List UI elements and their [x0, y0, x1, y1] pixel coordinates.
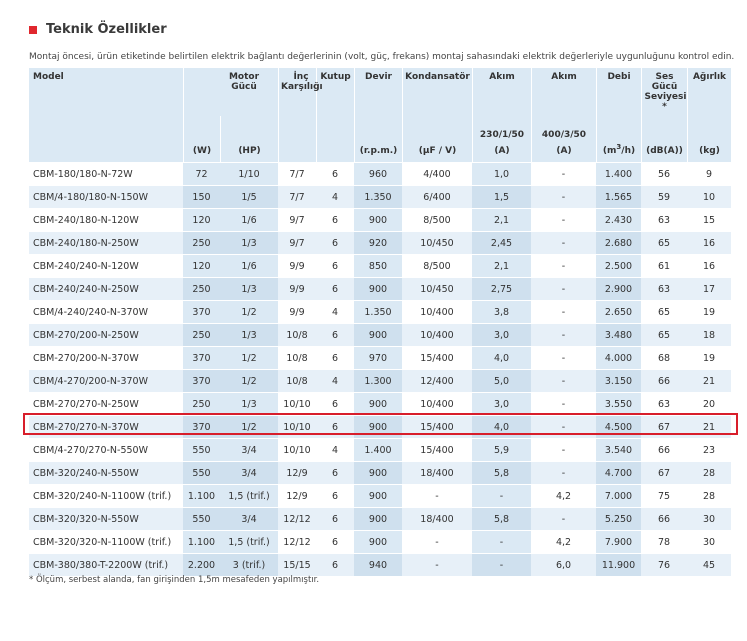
table-cell: 1/10 — [220, 162, 278, 185]
table-cell: 1,5 — [472, 185, 531, 208]
table-cell: 6 — [316, 530, 354, 553]
table-cell: 1,5 (trif.) — [220, 484, 278, 507]
col-akim-230: Akım — [472, 68, 531, 116]
table-row — [29, 461, 731, 484]
table-cell: 1.400 — [596, 162, 641, 185]
col-agirlik: Ağırlık — [687, 68, 731, 116]
table-cell: 6 — [316, 507, 354, 530]
footnote: * Ölçüm, serbest alanda, fan girişinden 1,5m mesafeden yapılmıştır. — [29, 575, 320, 585]
table-cell: 250 — [183, 277, 220, 300]
table-cell: 4.500 — [596, 415, 641, 438]
table-cell: 23 — [687, 438, 731, 461]
table-cell: 4.700 — [596, 461, 641, 484]
table-cell: 5,9 — [472, 438, 531, 461]
table-cell: 4,0 — [472, 415, 531, 438]
table-cell: 900 — [354, 484, 402, 507]
table-cell: 18/400 — [402, 461, 472, 484]
table-cell: 6 — [316, 208, 354, 231]
unit-w: (W) — [183, 116, 220, 162]
table-cell: 11.900 — [596, 553, 641, 576]
unit-akim-400: 400/3/50 (A) — [531, 116, 596, 162]
table-cell: 850 — [354, 254, 402, 277]
table-cell: 65 — [641, 300, 687, 323]
table-cell: 3.540 — [596, 438, 641, 461]
unit-debi: $(m^3/h)$ — [596, 116, 641, 162]
table-row — [29, 553, 731, 576]
table-cell: 2.900 — [596, 277, 641, 300]
table-cell: 370 — [183, 369, 220, 392]
table-cell: 18 — [687, 323, 731, 346]
table-cell: 10/400 — [402, 323, 472, 346]
unit-hp: (HP) — [220, 116, 278, 162]
table-cell: 2.200 — [183, 553, 220, 576]
table-cell: 6 — [316, 162, 354, 185]
table-cell: 550 — [183, 507, 220, 530]
table-cell: 65 — [641, 231, 687, 254]
table-cell: 1.350 — [354, 300, 402, 323]
table-cell: 19 — [687, 346, 731, 369]
table-cell: 370 — [183, 415, 220, 438]
table-cell: 1.400 — [354, 438, 402, 461]
table-cell: 4 — [316, 300, 354, 323]
table-cell: 250 — [183, 323, 220, 346]
table-cell: 4/400 — [402, 162, 472, 185]
table-cell: 10/10 — [278, 392, 316, 415]
table-cell: 1.100 — [183, 530, 220, 553]
table-row — [29, 231, 731, 254]
table-cell: 9/7 — [278, 231, 316, 254]
bullet-square-icon — [29, 26, 37, 34]
table-cell: - — [472, 553, 531, 576]
table-cell: 960 — [354, 162, 402, 185]
table-cell: 19 — [687, 300, 731, 323]
col-ses: Ses Gücü Seviyesi * — [641, 68, 687, 116]
model-cell: CBM-320/240-N-550W — [29, 461, 183, 484]
table-cell: 3/4 — [220, 438, 278, 461]
col-kutup: Kutup — [316, 68, 354, 116]
model-cell: CBM-240/180-N-120W — [29, 208, 183, 231]
table-cell: 2.430 — [596, 208, 641, 231]
table-cell: 4,2 — [531, 484, 596, 507]
table-cell: 68 — [641, 346, 687, 369]
table-cell: 3.480 — [596, 323, 641, 346]
unit-akim-230: 230/1/50 (A) — [472, 116, 531, 162]
table-cell: 6 — [316, 392, 354, 415]
table-cell: 20 — [687, 392, 731, 415]
table-cell: 900 — [354, 277, 402, 300]
table-cell: - — [531, 392, 596, 415]
table-cell: 970 — [354, 346, 402, 369]
table-cell: 67 — [641, 415, 687, 438]
table-cell: 30 — [687, 507, 731, 530]
table-cell: 15/400 — [402, 438, 472, 461]
table-cell: 66 — [641, 438, 687, 461]
table-cell: 6 — [316, 323, 354, 346]
table-cell: 6 — [316, 415, 354, 438]
table-cell: 900 — [354, 392, 402, 415]
table-cell: 10/10 — [278, 415, 316, 438]
table-cell: 900 — [354, 461, 402, 484]
table-cell: 10 — [687, 185, 731, 208]
table-cell: 66 — [641, 369, 687, 392]
model-cell: CBM-240/240-N-120W — [29, 254, 183, 277]
table-cell: 7/7 — [278, 162, 316, 185]
table-cell: 1/2 — [220, 415, 278, 438]
table-cell: 550 — [183, 438, 220, 461]
table-cell: 1/6 — [220, 208, 278, 231]
table-row — [29, 484, 731, 507]
table-cell: 15 — [687, 208, 731, 231]
table-cell: 61 — [641, 254, 687, 277]
table-cell: 2.680 — [596, 231, 641, 254]
table-cell: 5,8 — [472, 461, 531, 484]
table-cell: 8/500 — [402, 254, 472, 277]
table-cell: - — [531, 346, 596, 369]
unit-rpm: (r.p.m.) — [354, 116, 402, 162]
table-cell: 15/400 — [402, 415, 472, 438]
table-cell: 16 — [687, 231, 731, 254]
table-cell: 6 — [316, 277, 354, 300]
model-cell: CBM-270/200-N-250W — [29, 323, 183, 346]
table-cell: 250 — [183, 231, 220, 254]
table-cell: 4,2 — [531, 530, 596, 553]
model-cell: CBM/4-270/200-N-370W — [29, 369, 183, 392]
table-cell: 7.000 — [596, 484, 641, 507]
table-cell: 6 — [316, 484, 354, 507]
table-cell: 1/2 — [220, 346, 278, 369]
table-cell: 550 — [183, 461, 220, 484]
table-row — [29, 300, 731, 323]
table-cell: 3,0 — [472, 392, 531, 415]
unit-uf: (µF / V) — [402, 116, 472, 162]
table-cell: 6 — [316, 553, 354, 576]
col-kondansator: Kondansatör — [402, 68, 472, 116]
table-cell: - — [531, 208, 596, 231]
table-row — [29, 415, 731, 438]
col-model: Model — [29, 68, 183, 116]
table-cell: 900 — [354, 507, 402, 530]
table-cell: 12/12 — [278, 530, 316, 553]
col-devir: Devir — [354, 68, 402, 116]
table-cell: 1/2 — [220, 300, 278, 323]
table-cell: 10/8 — [278, 323, 316, 346]
spec-table — [29, 68, 731, 576]
table-row — [29, 323, 731, 346]
table-cell: 9/7 — [278, 208, 316, 231]
table-cell: 65 — [641, 323, 687, 346]
table-cell: 1.350 — [354, 185, 402, 208]
table-cell: 10/400 — [402, 300, 472, 323]
table-cell: 1,0 — [472, 162, 531, 185]
table-cell: 900 — [354, 323, 402, 346]
table-cell: - — [531, 300, 596, 323]
table-cell: 8/500 — [402, 208, 472, 231]
table-cell: 4,0 — [472, 346, 531, 369]
table-cell: 10/10 — [278, 438, 316, 461]
section-title: Teknik Özellikler — [46, 22, 167, 37]
table-row — [29, 185, 731, 208]
table-cell: 75 — [641, 484, 687, 507]
table-cell: 45 — [687, 553, 731, 576]
table-cell: 12/9 — [278, 484, 316, 507]
table-cell: 120 — [183, 254, 220, 277]
model-cell: CBM/4-240/240-N-370W — [29, 300, 183, 323]
table-cell: 5,0 — [472, 369, 531, 392]
table-cell: 1/3 — [220, 323, 278, 346]
col-akim-400: Akım — [531, 68, 596, 116]
table-row — [29, 162, 731, 185]
table-cell: 940 — [354, 553, 402, 576]
table-cell: 59 — [641, 185, 687, 208]
table-cell: 12/12 — [278, 507, 316, 530]
table-cell: - — [531, 231, 596, 254]
table-cell: 2,1 — [472, 208, 531, 231]
table-cell: 30 — [687, 530, 731, 553]
table-cell: 72 — [183, 162, 220, 185]
table-cell: 18/400 — [402, 507, 472, 530]
table-cell: 28 — [687, 461, 731, 484]
table-cell: 1/3 — [220, 277, 278, 300]
model-cell: CBM-180/180-N-72W — [29, 162, 183, 185]
table-cell: - — [531, 185, 596, 208]
model-cell: CBM-240/180-N-250W — [29, 231, 183, 254]
table-cell: 3/4 — [220, 461, 278, 484]
table-cell: - — [531, 254, 596, 277]
table-cell: 370 — [183, 300, 220, 323]
model-cell: CBM/4-180/180-N-150W — [29, 185, 183, 208]
table-cell: 63 — [641, 277, 687, 300]
table-cell: 6 — [316, 346, 354, 369]
table-cell: 2,75 — [472, 277, 531, 300]
table-cell: 9/9 — [278, 254, 316, 277]
table-cell: 10/450 — [402, 277, 472, 300]
table-cell: - — [531, 323, 596, 346]
table-cell: 3,0 — [472, 323, 531, 346]
table-cell: 1,5 (trif.) — [220, 530, 278, 553]
model-cell: CBM-240/240-N-250W — [29, 277, 183, 300]
table-cell: 3,8 — [472, 300, 531, 323]
table-cell: 120 — [183, 208, 220, 231]
section-header — [29, 22, 167, 37]
table-cell: 10/8 — [278, 369, 316, 392]
section-subtitle: Montaj öncesi, ürün etiketinde belirtilen elektrik bağlantı değerlerinin (volt, güç, frekans) montaj sahasındaki elektrik değerleriyle uygunluğunu kontrol edin. — [29, 52, 735, 62]
table-cell: 10/450 — [402, 231, 472, 254]
table-cell: - — [531, 162, 596, 185]
table-cell: 1/6 — [220, 254, 278, 277]
table-cell: 3.550 — [596, 392, 641, 415]
table-cell: 67 — [641, 461, 687, 484]
table-cell: 63 — [641, 392, 687, 415]
table-cell: 4 — [316, 185, 354, 208]
model-cell: CBM/4-270/270-N-550W — [29, 438, 183, 461]
model-cell: CBM-270/200-N-370W — [29, 346, 183, 369]
table-cell: 3 (trif.) — [220, 553, 278, 576]
table-cell: 1.100 — [183, 484, 220, 507]
table-cell: 21 — [687, 369, 731, 392]
table-cell: - — [531, 461, 596, 484]
table-cell: - — [472, 530, 531, 553]
table-row — [29, 254, 731, 277]
table-cell: 63 — [641, 208, 687, 231]
table-cell: 4 — [316, 369, 354, 392]
table-cell: 1.565 — [596, 185, 641, 208]
table-cell: 920 — [354, 231, 402, 254]
unit-row — [29, 116, 731, 162]
col-inc: İnç Karşılığı — [278, 68, 316, 116]
unit-dba: (dB(A)) — [641, 116, 687, 162]
table-cell: 3.150 — [596, 369, 641, 392]
table-row — [29, 438, 731, 461]
table-cell: 1.300 — [354, 369, 402, 392]
table-row — [29, 346, 731, 369]
table-cell: 17 — [687, 277, 731, 300]
table-cell: 15/400 — [402, 346, 472, 369]
header-row — [29, 68, 731, 116]
table-cell: 16 — [687, 254, 731, 277]
table-cell: 6 — [316, 461, 354, 484]
table-cell: 21 — [687, 415, 731, 438]
table-cell: - — [402, 484, 472, 507]
model-cell: CBM-320/240-N-1100W (trif.) — [29, 484, 183, 507]
table-cell: 1/2 — [220, 369, 278, 392]
table-cell: - — [402, 530, 472, 553]
table-cell: 2,1 — [472, 254, 531, 277]
table-row — [29, 392, 731, 415]
table-row — [29, 369, 731, 392]
table-cell: 1/3 — [220, 392, 278, 415]
table-cell: - — [531, 415, 596, 438]
table-cell: 10/8 — [278, 346, 316, 369]
table-cell: 6,0 — [531, 553, 596, 576]
table-cell: 6 — [316, 254, 354, 277]
table-cell: 6 — [316, 231, 354, 254]
table-cell: 76 — [641, 553, 687, 576]
table-cell: 10/400 — [402, 392, 472, 415]
table-cell: 4 — [316, 438, 354, 461]
table-cell: - — [531, 277, 596, 300]
model-cell: CBM-270/270-N-250W — [29, 392, 183, 415]
table-cell: 5.250 — [596, 507, 641, 530]
table-cell: - — [531, 369, 596, 392]
table-cell: 56 — [641, 162, 687, 185]
table-cell: 12/400 — [402, 369, 472, 392]
table-row — [29, 507, 731, 530]
table-cell: 4.000 — [596, 346, 641, 369]
table-row — [29, 530, 731, 553]
table-cell: 78 — [641, 530, 687, 553]
table-cell: 900 — [354, 415, 402, 438]
model-cell: CBM-320/320-N-550W — [29, 507, 183, 530]
table-cell: 15/15 — [278, 553, 316, 576]
table-cell: 66 — [641, 507, 687, 530]
table-cell: 3/4 — [220, 507, 278, 530]
table-cell: - — [402, 553, 472, 576]
table-cell: - — [472, 484, 531, 507]
table-cell: 2,45 — [472, 231, 531, 254]
table-cell: 900 — [354, 530, 402, 553]
col-motor: Motor Gücü — [183, 68, 278, 116]
table-cell: 150 — [183, 185, 220, 208]
spec-table-wrapper — [29, 68, 731, 576]
model-cell: CBM-270/270-N-370W — [29, 415, 183, 438]
table-cell: 370 — [183, 346, 220, 369]
table-cell: 1/3 — [220, 231, 278, 254]
model-cell: CBM-380/380-T-2200W (trif.) — [29, 553, 183, 576]
col-debi: Debi — [596, 68, 641, 116]
table-cell: 7/7 — [278, 185, 316, 208]
table-cell: 9/9 — [278, 300, 316, 323]
table-cell: 2.650 — [596, 300, 641, 323]
table-cell: - — [531, 507, 596, 530]
table-cell: 9 — [687, 162, 731, 185]
table-cell: 1/5 — [220, 185, 278, 208]
spec-table-body — [29, 162, 731, 576]
table-row — [29, 208, 731, 231]
table-cell: 12/9 — [278, 461, 316, 484]
model-cell: CBM-320/320-N-1100W (trif.) — [29, 530, 183, 553]
table-cell: 250 — [183, 392, 220, 415]
table-cell: 7.900 — [596, 530, 641, 553]
table-cell: - — [531, 438, 596, 461]
table-cell: 900 — [354, 208, 402, 231]
table-row — [29, 277, 731, 300]
table-cell: 9/9 — [278, 277, 316, 300]
table-cell: 5,8 — [472, 507, 531, 530]
table-cell: 28 — [687, 484, 731, 507]
table-cell: 6/400 — [402, 185, 472, 208]
table-cell: 2.500 — [596, 254, 641, 277]
unit-kg: (kg) — [687, 116, 731, 162]
